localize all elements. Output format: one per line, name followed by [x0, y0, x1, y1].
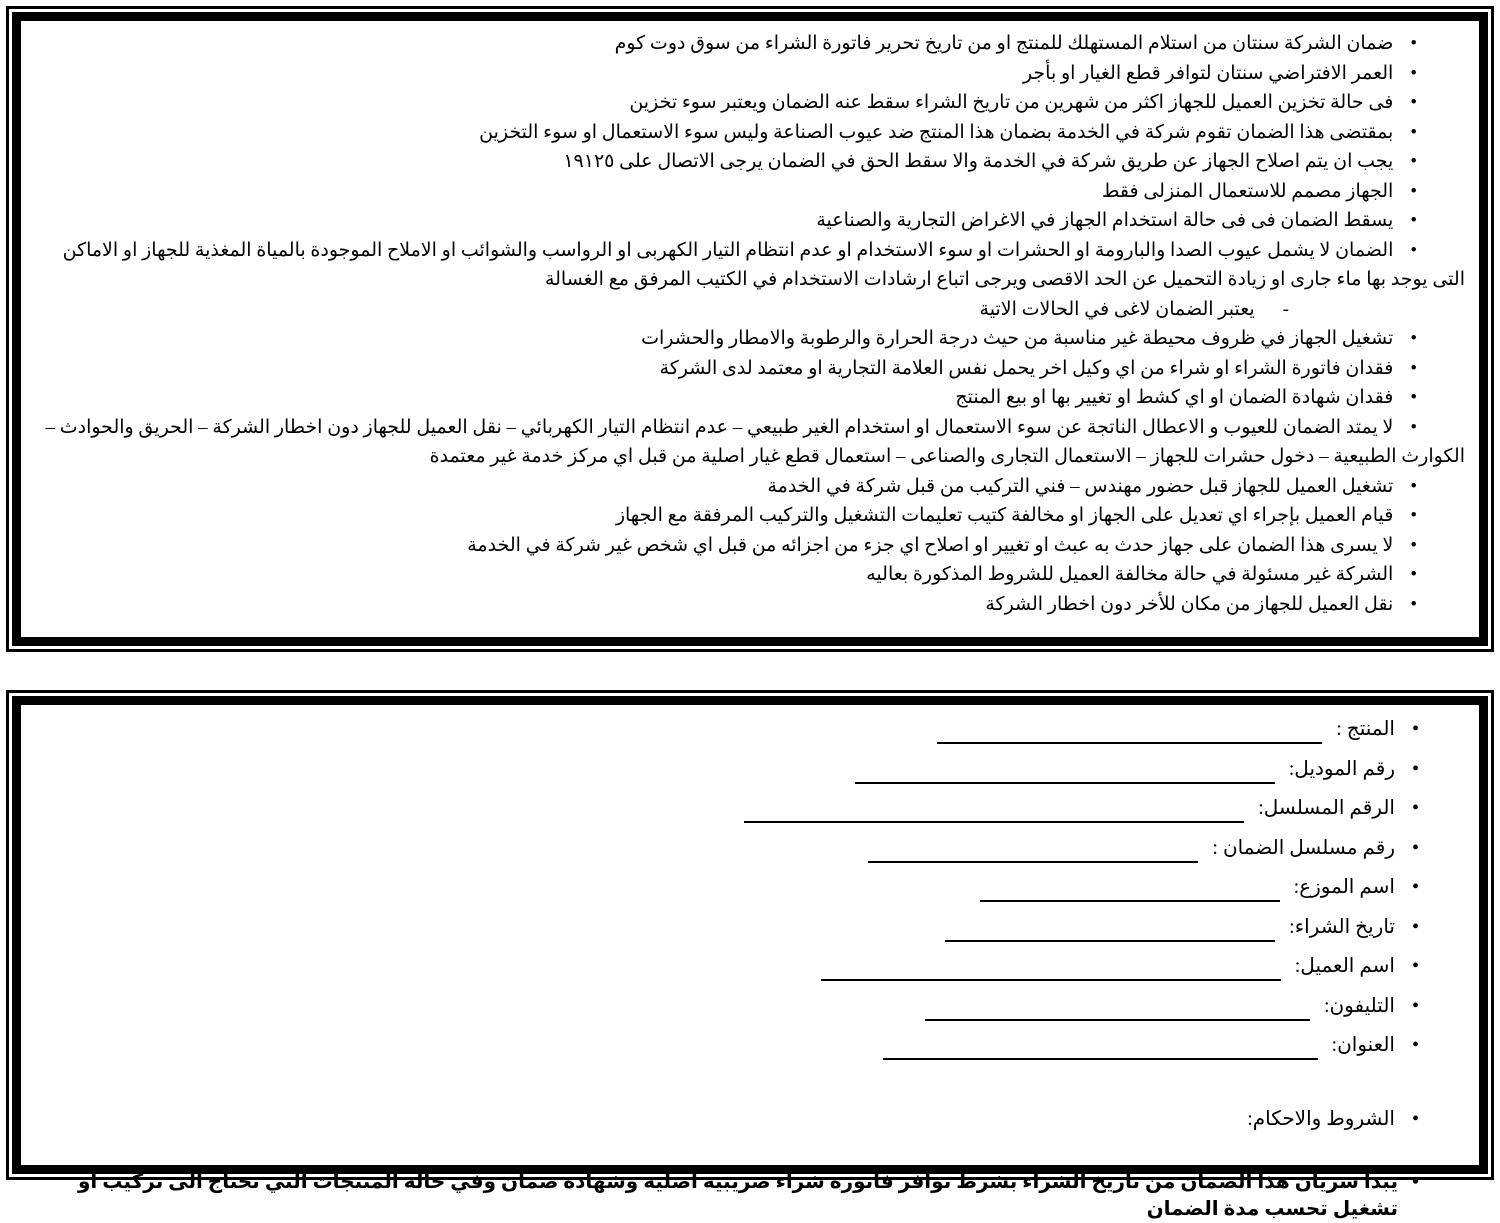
field-underline [937, 742, 1322, 744]
list-item [45, 206, 1465, 236]
form-field-row-customer-name [45, 952, 1465, 992]
field-label: المنتج : [1336, 718, 1395, 740]
form-field-row-distributor-name [45, 873, 1465, 913]
list-item [45, 177, 1465, 207]
field-underline [980, 900, 1280, 902]
list-item-text: يسقط الضمان فى فى حالة استخدام الجهاز في الاغراض التجارية والصناعية [816, 210, 1394, 231]
list-item [45, 88, 1465, 118]
field-label: تاريخ الشراء: [1289, 915, 1395, 938]
field-label: الرقم المسلسل: [1258, 797, 1395, 819]
bullet-icon: • [1410, 180, 1417, 202]
bullet-icon: • [1410, 505, 1417, 526]
bullet-icon: • [1410, 564, 1417, 585]
field-underline [925, 1019, 1310, 1021]
field-label: اسم الموزع: [1293, 876, 1395, 898]
form-field-row-product [45, 715, 1465, 755]
warranty-start-note-row [45, 1169, 1465, 1223]
form-field-row-model-number [45, 755, 1465, 795]
list-item [45, 295, 1465, 325]
bullet-icon: • [1411, 955, 1419, 977]
field-underline [945, 940, 1275, 942]
list-item-text: بمقتضى هذا الضمان تقوم شركة في الخدمة بضمان هذا المنتج ضد عيوب الصناعة وليس سوء الاستعمال او سوء التخزين [479, 121, 1394, 143]
bullet-icon: • [1411, 718, 1419, 740]
field-underline [868, 861, 1198, 863]
warranty-form-box-inner [12, 696, 1488, 1220]
list-item-text: نقل العميل للجهاز من مكان للأخر دون اخطار الشركة [985, 593, 1394, 615]
list-item [45, 354, 1465, 384]
list-item [45, 324, 1465, 354]
list-item [45, 472, 1465, 502]
bullet-icon: • [1411, 757, 1419, 780]
list-item-text: فى حالة تخزين العميل للجهاز اكثر من شهرين من تاريخ الشراء سقط عنه الضمان ويعتبر سوء تخزين [629, 92, 1394, 113]
bullet-icon: • [1410, 239, 1417, 261]
list-item [45, 383, 1465, 413]
field-underline [883, 1058, 1318, 1060]
bullet-icon: • [1410, 33, 1417, 54]
bullet-icon: • [1410, 92, 1417, 113]
list-item-text: فقدان شهادة الضمان او اي كشط او تغيير بها او بيع المنتج [955, 387, 1394, 408]
warranty-form-box [6, 690, 1494, 1220]
list-item [45, 147, 1465, 177]
bullet-icon: • [1411, 915, 1419, 938]
bullet-icon: • [1410, 475, 1417, 497]
list-item [45, 59, 1465, 89]
field-label: اسم العميل: [1294, 955, 1395, 977]
bullet-icon: • [1411, 1170, 1419, 1193]
list-item [45, 560, 1465, 590]
bullet-icon: • [1410, 593, 1417, 615]
list-item-text: تشغيل الجهاز في ظروف محيطة غير مناسبة من حيث درجة الحرارة والرطوبة والامطار والحشرات [641, 328, 1394, 349]
bullet-icon: • [1411, 876, 1419, 898]
form-field-row-purchase-date [45, 913, 1465, 953]
list-item-text: فقدان فاتورة الشراء او شراء من اي وكيل اخر يحمل نفس العلامة التجارية او معتمد لدى الشركة [659, 357, 1394, 379]
list-item-text: يعتبر الضمان لاغى في الحالات الاتية [979, 298, 1255, 320]
bullet-icon: • [1410, 151, 1417, 172]
terms-and-conditions-heading-row [45, 1105, 1465, 1133]
list-item-text: لا يمتد الضمان للعيوب و الاعطال الناتجة عن سوء الاستعمال او استخدام الغير طبيعي – عدم انتظام التيار الكهربائي – نقل العميل للجهاز دون اخطار الشركة – الحريق والحوادث – الكوارث الطبيعية – دخول حشرات للجهاز – الاستعمال التجارى والصناعى – استعمال قطع غيار اصلية من قبل اي مركز خدمة غير معتمدة [45, 416, 1465, 467]
bullet-icon: • [1410, 210, 1417, 231]
list-item [45, 236, 1465, 295]
bullet-icon: • [1411, 1107, 1419, 1130]
warranty-terms-box [6, 6, 1494, 652]
terms-heading: الشروط والاحكام: [1247, 1107, 1395, 1130]
field-label: رقم مسلسل الضمان : [1212, 836, 1395, 859]
list-item-text: ضمان الشركة سنتان من استلام المستهلك للمنتج او من تاريخ تحرير فاتورة الشراء من سوق دوت كوم [614, 33, 1394, 54]
list-item [45, 590, 1465, 620]
bullet-icon: • [1410, 416, 1417, 438]
list-item [45, 29, 1465, 59]
warranty-start-note: يبدأ سريان هذا الضمان من تاريخ الشراء بشرط توافر فاتورة شراء ضريبيه اصلية وشهادة ضمان وفي حالة المنتجات التي تحتاج الى تركيب او تشغيل تحسب مدة الضمان [78, 1170, 1398, 1220]
field-label: التليفون: [1323, 994, 1395, 1017]
dash-icon: - [1282, 298, 1289, 320]
bullet-icon: • [1410, 121, 1417, 143]
bullet-icon: • [1411, 1034, 1419, 1056]
list-item-text: الضمان لا يشمل عيوب الصدا والبارومة او الحشرات او سوء الاستخدام او عدم انتظام التيار الكهربى او الرواسب والشوائب او الاملاح الموجودة بالمياة المغذية للجهاز او الاماكن التى يوجد بها ماء جارى او زيادة التحميل عن الحد الاقصى ويرجى اتباع ارشادات الاستخدام في الكتيب المرفق مع الغسالة [62, 239, 1465, 290]
form-field-row-telephone [45, 992, 1465, 1032]
list-item-text: الجهاز مصمم للاستعمال المنزلى فقط [1101, 180, 1394, 202]
list-item-text: العمر الافتراضي سنتان لتوافر قطع الغيار او بأجر [1022, 62, 1394, 84]
bullet-icon: • [1410, 357, 1417, 379]
form-field-row-address [45, 1031, 1465, 1071]
list-item [45, 531, 1465, 561]
field-underline [855, 782, 1275, 784]
field-label: رقم الموديل: [1288, 757, 1395, 780]
field-underline [821, 979, 1281, 981]
bullet-icon: • [1410, 62, 1417, 84]
field-label: العنوان: [1331, 1034, 1395, 1056]
bullet-icon: • [1411, 836, 1419, 859]
list-item [45, 118, 1465, 148]
list-item-text: يجب ان يتم اصلاح الجهاز عن طريق شركة في الخدمة والا سقط الحق في الضمان يرجى الاتصال على ١٩١٢٥ [563, 151, 1394, 172]
bullet-icon: • [1410, 534, 1417, 556]
list-item [45, 501, 1465, 531]
list-item [45, 413, 1465, 472]
form-field-row-warranty-serial [45, 834, 1465, 874]
warranty-terms-box-inner [12, 12, 1488, 646]
bullet-icon: • [1411, 797, 1419, 819]
list-item-text: الشركة غير مسئولة في حالة مخالفة العميل للشروط المذكورة بعاليه [866, 564, 1394, 585]
bullet-icon: • [1410, 328, 1417, 349]
bullet-icon: • [1410, 387, 1417, 408]
form-field-row-serial-number [45, 794, 1465, 834]
list-item-text: تشغيل العميل للجهاز قبل حضور مهندس – فني التركيب من قبل شركة في الخدمة [767, 475, 1394, 497]
list-item-text: قيام العميل بإجراء اي تعديل على الجهاز او مخالفة كتيب تعليمات التشغيل والتركيب المرفقة مع الجهاز [615, 505, 1394, 526]
field-underline [744, 821, 1244, 823]
list-item-text: لا يسرى هذا الضمان على جهاز حدث به عبث او تغيير او اصلاح اي جزء من اجزائه من قبل اي شخص غير شركة في الخدمة [467, 534, 1394, 556]
bullet-icon: • [1411, 994, 1419, 1017]
